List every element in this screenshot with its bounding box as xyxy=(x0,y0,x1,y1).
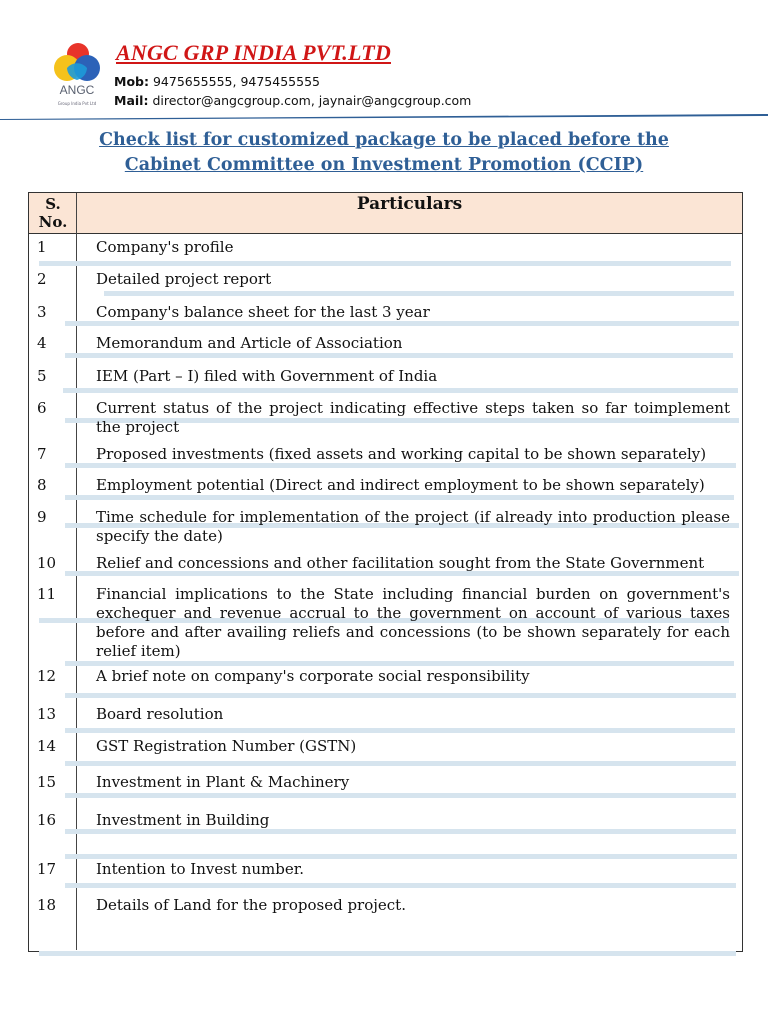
row-particulars: Details of Land for the proposed project. xyxy=(96,896,406,914)
row-separator xyxy=(65,495,734,500)
row-separator xyxy=(65,793,736,798)
row-number: 7 xyxy=(37,445,47,463)
header-divider xyxy=(0,114,768,120)
col-sno-header: S. No. xyxy=(38,195,68,231)
row-number: 13 xyxy=(37,705,57,723)
company-logo-icon xyxy=(48,40,106,104)
row-particulars: Investment in Plant & Machinery xyxy=(96,773,350,791)
row-number: 16 xyxy=(37,811,57,829)
row-number: 11 xyxy=(37,585,57,603)
row-number: 1 xyxy=(37,238,47,256)
mobile-value: 9475655555, 9475455555 xyxy=(152,74,320,89)
row-number: 12 xyxy=(37,667,57,685)
row-particulars: Relief and concessions and other facilitation sought from the State Government xyxy=(96,554,705,572)
row-separator xyxy=(65,353,733,358)
row-particulars: Current status of the project indicating effective steps taken so far toimplement the project xyxy=(96,399,730,436)
row-number: 14 xyxy=(37,737,57,755)
row-number: 17 xyxy=(37,860,57,878)
row-particulars: Memorandum and Article of Association xyxy=(96,334,403,352)
letterhead xyxy=(0,0,768,125)
title-line-1: Check list for customized package to be placed before the xyxy=(99,130,669,150)
mail-label: Mail: xyxy=(114,93,149,108)
row-particulars: IEM (Part – I) filed with Government of India xyxy=(96,367,438,385)
row-number: 18 xyxy=(37,896,57,914)
row-separator xyxy=(39,951,736,956)
row-number: 9 xyxy=(37,508,47,526)
row-separator xyxy=(65,693,736,698)
row-particulars: GST Registration Number (GSTN) xyxy=(96,737,357,755)
mobile-label: Mob: xyxy=(114,74,149,89)
row-particulars: Proposed investments (fixed assets and working capital to be shown separately) xyxy=(96,445,707,463)
row-separator xyxy=(63,388,738,393)
row-particulars: Detailed project report xyxy=(96,270,272,288)
row-particulars: Financial implications to the State including financial burden on government's exchequer and revenue accrual to the government on account of various taxes before and after availing reliefs and concessions (to be shown separately for each relief item) xyxy=(96,585,730,660)
table-header xyxy=(29,193,742,234)
row-separator xyxy=(65,761,736,766)
mobile-line xyxy=(114,74,320,89)
row-separator xyxy=(65,728,735,733)
row-particulars: Company's profile xyxy=(96,238,234,256)
row-particulars: Time schedule for implementation of the project (if already into production please specify the date) xyxy=(96,508,730,545)
checklist-table xyxy=(28,192,743,952)
row-separator xyxy=(104,291,734,296)
row-number: 6 xyxy=(37,399,47,417)
row-number: 2 xyxy=(37,270,47,288)
company-name: ANGC GRP INDIA PVT.LTD xyxy=(116,40,391,65)
row-particulars: Employment potential (Direct and indirect employment to be shown separately) xyxy=(96,476,705,494)
row-particulars: Intention to Invest number. xyxy=(96,860,305,878)
mail-line xyxy=(114,93,471,108)
logo-caption: Group India Pvt Ltd xyxy=(57,101,97,106)
row-particulars: Board resolution xyxy=(96,705,224,723)
row-number: 5 xyxy=(37,367,47,385)
mail-value: director@angcgroup.com, jaynair@angcgroup.com xyxy=(152,93,472,108)
row-separator xyxy=(65,661,734,666)
document-title xyxy=(0,128,768,178)
row-number: 15 xyxy=(37,773,57,791)
row-separator xyxy=(65,854,737,859)
row-number: 4 xyxy=(37,334,47,352)
logo-text: ANGC xyxy=(59,83,95,97)
title-line-2: Cabinet Committee on Investment Promotion (CCIP) xyxy=(124,155,644,175)
row-particulars: Company's balance sheet for the last 3 year xyxy=(96,303,430,321)
row-particulars: Investment in Building xyxy=(96,811,270,829)
row-particulars: A brief note on company's corporate social responsibility xyxy=(96,667,530,685)
row-number: 10 xyxy=(37,554,57,572)
row-number: 3 xyxy=(37,303,47,321)
col-particulars-header: Particulars xyxy=(356,194,463,214)
row-separator xyxy=(39,261,731,266)
row-separator xyxy=(65,883,736,888)
row-number: 8 xyxy=(37,476,47,494)
